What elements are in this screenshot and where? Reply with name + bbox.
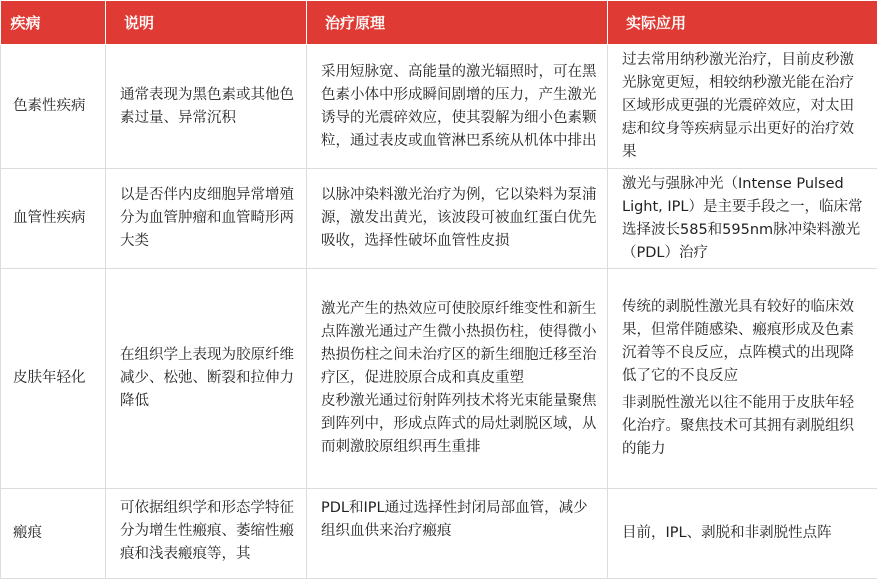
description-cell: 在组织学上表现为胶原纤维减少、松弛、断裂和拉伸力降低 — [106, 269, 307, 489]
application-cell: 激光与强脉冲光（Intense Pulsed Light, IPL）是主要手段之一，临床常选择波长585和595nm脉冲染料激光（PDL）治疗 — [608, 169, 877, 269]
header-principle: 治疗原理 — [307, 1, 608, 45]
application-cell: 传统的剥脱性激光具有较好的临床效果，但常伴随感染、瘢痕形成及色素沉着等不良反应，点阵模式的出现降低了它的不良反应 非剥脱性激光以往不能用于皮肤年轻化治疗。聚焦技术可其拥有剥脱组织的能力 — [608, 269, 877, 489]
disease-cell: 瘢痕 — [1, 489, 106, 579]
table-row — [1, 45, 877, 169]
disease-cell: 色素性疾病 — [1, 45, 106, 169]
table-row — [1, 489, 877, 579]
table-row — [1, 269, 877, 489]
description-cell: 通常表现为黑色素或其他色素过量、异常沉积 — [106, 45, 307, 169]
header-disease: 疾病 — [1, 1, 106, 45]
principle-cell: PDL和IPL通过选择性封闭局部血管，减少组织血供来治疗瘢痕 — [307, 489, 608, 579]
table-row — [1, 169, 877, 269]
application-cell: 目前，IPL、剥脱和非剥脱性点阵 — [608, 489, 877, 579]
header-application: 实际应用 — [608, 1, 877, 45]
disease-cell: 皮肤年轻化 — [1, 269, 106, 489]
application-cell: 过去常用纳秒激光治疗，目前皮秒激光脉宽更短，相较纳秒激光能在治疗区域形成更强的光震碎效应，对太田痣和纹身等疾病显示出更好的治疗效果 — [608, 45, 877, 169]
table-header-row — [1, 1, 877, 45]
principle-cell: 以脉冲染料激光治疗为例，它以染料为泵浦源，激发出黄光，该波段可被血红蛋白优先吸收，选择性破坏血管性皮损 — [307, 169, 608, 269]
description-cell: 可依据组织学和形态学特征分为增生性瘢痕、萎缩性瘢痕和浅表瘢痕等，其 — [106, 489, 307, 579]
disease-cell: 血管性疾病 — [1, 169, 106, 269]
description-cell: 以是否伴内皮细胞异常增殖分为血管肿瘤和血管畸形两大类 — [106, 169, 307, 269]
header-description: 说明 — [106, 1, 307, 45]
principle-cell: 激光产生的热效应可使胶原纤维变性和新生 点阵激光通过产生微小热损伤柱，使得微小热损伤柱之间未治疗区的新生细胞迁移至治疗区，促进胶原合成和真皮重塑 皮秒激光通过衍射阵列技术将光束能量聚焦到阵列中，形成点阵式的局灶剥脱区域，从而刺激胶原组织再生重排 — [307, 269, 608, 489]
principle-cell: 采用短脉宽、高能量的激光辐照时，可在黑色素小体中形成瞬间剧增的压力，产生激光诱导的光震碎效应，使其裂解为细小色素颗粒，通过表皮或血管淋巴系统从机体中排出 — [307, 45, 608, 169]
